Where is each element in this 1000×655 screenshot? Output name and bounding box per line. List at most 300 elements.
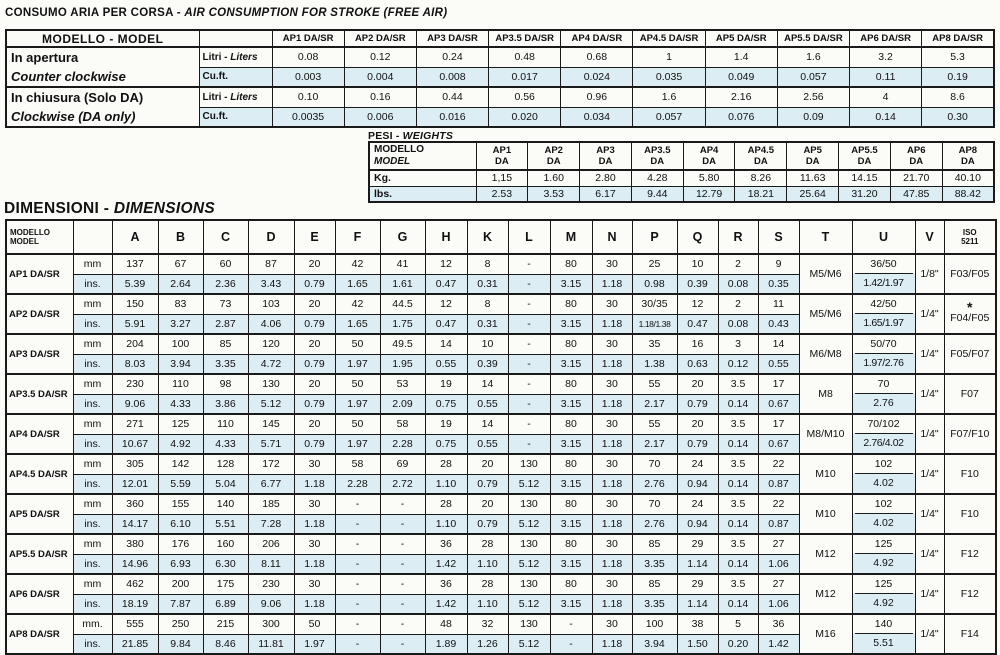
dim-model-label: AP6 DA/SR — [6, 574, 73, 614]
dim-value-ins: 6.77 — [248, 474, 294, 494]
dim-value-mm: 49.5 — [380, 334, 425, 354]
consumption-value: 0.020 — [489, 107, 561, 127]
dimensions-model-header: MODELLO MODEL — [6, 220, 73, 254]
dim-col-header: P — [632, 220, 677, 254]
dim-value-mm: 80 — [550, 414, 592, 434]
dimensions-table — [5, 219, 997, 655]
dim-col-header: U — [852, 220, 915, 254]
dim-t-value: M16 — [799, 614, 852, 654]
consumption-value: 0.004 — [344, 67, 416, 87]
dim-value-ins: 6.89 — [203, 594, 248, 614]
dim-value-ins: 1.18 — [592, 394, 632, 414]
dim-value-mm: 35 — [632, 334, 677, 354]
dim-value-mm: 85 — [203, 334, 248, 354]
dim-value-mm: 204 — [112, 334, 158, 354]
dim-col-header: M — [550, 220, 592, 254]
weight-value: 12.79 — [683, 186, 735, 202]
dim-value-ins: 0.67 — [758, 434, 799, 454]
consumption-value: 0.034 — [561, 107, 633, 127]
dim-value-ins: 1.18 — [592, 634, 632, 654]
dim-value-mm: 200 — [158, 574, 203, 594]
dim-value-mm: 128 — [203, 454, 248, 474]
dim-value-mm: 58 — [380, 414, 425, 434]
consumption-value: 4 — [850, 87, 922, 107]
consumption-model-header: MODELLO - MODEL — [6, 30, 199, 47]
dim-value-ins: 0.67 — [758, 394, 799, 414]
dim-value-ins: - — [380, 634, 425, 654]
dim-value-ins: 1.10 — [467, 554, 508, 574]
dim-value-ins: 3.86 — [203, 394, 248, 414]
dimensions-title — [4, 200, 215, 218]
consumption-col-header: AP8 DA/SR — [922, 30, 994, 47]
dim-value-mm: 20 — [294, 414, 335, 434]
consumption-value: 0.035 — [633, 67, 705, 87]
consumption-value: 0.16 — [344, 87, 416, 107]
dim-value-ins: 0.39 — [677, 274, 718, 294]
dim-value-mm: 22 — [758, 494, 799, 514]
unit-label: Litri - Liters — [199, 87, 272, 107]
dim-value-mm: 28 — [467, 534, 508, 554]
weight-value: 11.63 — [787, 170, 839, 186]
weights-col-header: AP1 DA — [476, 142, 528, 170]
dim-value-mm: - — [508, 334, 550, 354]
dim-iso-value: F10 — [944, 494, 996, 534]
dim-value-mm: 176 — [158, 534, 203, 554]
dim-value-ins: 2.17 — [632, 434, 677, 454]
dim-value-ins: 0.63 — [677, 354, 718, 374]
dim-value-ins: 3.15 — [550, 274, 592, 294]
dim-value-ins: 3.27 — [158, 314, 203, 334]
dim-value-ins: 9.84 — [158, 634, 203, 654]
dim-value-mm: 80 — [550, 534, 592, 554]
dim-v-value: 1/4" — [915, 334, 944, 374]
dim-value-mm: 130 — [248, 374, 294, 394]
consumption-col-header: AP6 DA/SR — [850, 30, 922, 47]
dim-value-mm: 32 — [467, 614, 508, 634]
dim-value-mm: 100 — [632, 614, 677, 634]
weight-value: 9.44 — [631, 186, 683, 202]
dim-value-ins: 3.35 — [632, 554, 677, 574]
dim-model-label: AP4 DA/SR — [6, 414, 73, 454]
dim-value-mm: - — [508, 254, 550, 274]
dim-value-mm: 20 — [294, 374, 335, 394]
unit-mm-label: mm — [73, 534, 112, 554]
consumption-value: 0.057 — [777, 67, 849, 87]
dim-value-mm: 14 — [467, 374, 508, 394]
consumption-value: 5.3 — [922, 47, 994, 67]
dim-value-ins: 0.79 — [294, 274, 335, 294]
dim-v-value: 1/4" — [915, 574, 944, 614]
consumption-value: 8.6 — [922, 87, 994, 107]
dim-value-mm: 58 — [335, 454, 380, 474]
consumption-title-en: AIR CONSUMPTION FOR STROKE (FREE AIR) — [184, 7, 448, 19]
dim-t-value: M5/M6 — [799, 254, 852, 294]
dim-value-mm: 22 — [758, 454, 799, 474]
air-consumption-table — [5, 29, 995, 128]
dim-value-ins: 6.93 — [158, 554, 203, 574]
dim-value-ins: - — [335, 514, 380, 534]
dim-value-mm: 125 — [158, 414, 203, 434]
dim-value-mm: 29 — [677, 534, 718, 554]
dim-model-label: AP1 DA/SR — [6, 254, 73, 294]
dim-value-mm: 83 — [158, 294, 203, 314]
weights-title-it: PESI - — [368, 130, 400, 142]
dim-value-mm: 2 — [718, 254, 758, 274]
dim-value-ins: 1.14 — [677, 554, 718, 574]
dim-value-ins: 2.87 — [203, 314, 248, 334]
weight-value: 2.80 — [580, 170, 632, 186]
dim-value-mm: 5 — [718, 614, 758, 634]
dim-value-mm: - — [335, 574, 380, 594]
dim-u-value: 102 4.02 — [852, 454, 915, 494]
unit-mm-label: mm — [73, 414, 112, 434]
dim-value-ins: 5.12 — [248, 394, 294, 414]
dim-value-ins: 0.94 — [677, 514, 718, 534]
dim-value-ins: 4.92 — [158, 434, 203, 454]
consumption-col-header: AP3 DA/SR — [416, 30, 488, 47]
dim-value-mm: 30 — [592, 454, 632, 474]
dim-value-mm: 19 — [425, 374, 467, 394]
weight-value: 40.10 — [942, 170, 994, 186]
dim-value-ins: 3.35 — [632, 594, 677, 614]
dim-value-ins: 1.75 — [380, 314, 425, 334]
dim-value-mm: 360 — [112, 494, 158, 514]
dim-value-ins: 1.18/1.38 — [632, 314, 677, 334]
dim-value-ins: 2.72 — [380, 474, 425, 494]
dim-value-ins: 0.47 — [425, 274, 467, 294]
dim-value-mm: 12 — [677, 294, 718, 314]
dim-u-value: 36/50 1.42/1.97 — [852, 254, 915, 294]
unit-ins-label: ins. — [73, 434, 112, 454]
consumption-value: 1.6 — [777, 47, 849, 67]
dim-value-mm: 3.5 — [718, 454, 758, 474]
dim-value-mm: 53 — [380, 374, 425, 394]
weights-col-header: AP8 DA — [942, 142, 994, 170]
dim-value-ins: 5.91 — [112, 314, 158, 334]
dim-value-ins: 1.18 — [592, 274, 632, 294]
dim-value-mm: 14 — [425, 334, 467, 354]
dim-value-mm: 19 — [425, 414, 467, 434]
dimensions-unit-header-blank — [73, 220, 112, 254]
dim-value-mm: 17 — [758, 374, 799, 394]
dim-u-value: 70/102 2.76/4.02 — [852, 414, 915, 454]
dim-value-ins: 1.97 — [294, 634, 335, 654]
dim-model-label: AP5 DA/SR — [6, 494, 73, 534]
weight-value: 14.15 — [839, 170, 891, 186]
dim-value-ins: 0.43 — [758, 314, 799, 334]
dim-value-ins: 2.09 — [380, 394, 425, 414]
unit-ins-label: ins. — [73, 314, 112, 334]
weights-col-header: AP4 DA — [683, 142, 735, 170]
dim-col-header: V — [915, 220, 944, 254]
weight-value: 8.26 — [735, 170, 787, 186]
dim-value-ins: 5.12 — [508, 474, 550, 494]
dimensions-title-it: DIMENSIONI - — [4, 200, 110, 217]
dim-iso-value: F07/F10 — [944, 414, 996, 454]
dim-value-ins: - — [550, 634, 592, 654]
dim-value-mm: 185 — [248, 494, 294, 514]
weight-value: 21.70 — [890, 170, 942, 186]
dim-value-ins: 1.42 — [425, 554, 467, 574]
dim-value-mm: 55 — [632, 414, 677, 434]
dim-value-mm: - — [380, 534, 425, 554]
weights-col-header: AP2 DA — [528, 142, 580, 170]
unit-mm-label: mm — [73, 374, 112, 394]
consumption-value: 1 — [633, 47, 705, 67]
dim-value-ins: 0.55 — [425, 354, 467, 374]
dim-value-ins: 2.64 — [158, 274, 203, 294]
dim-value-ins: 5.59 — [158, 474, 203, 494]
dim-model-label: AP3 DA/SR — [6, 334, 73, 374]
dim-value-mm: 30 — [592, 614, 632, 634]
unit-mm-label: mm — [73, 254, 112, 274]
dim-u-value: 50/70 1.97/2.76 — [852, 334, 915, 374]
dim-value-ins: 0.14 — [718, 474, 758, 494]
dim-value-ins: - — [335, 554, 380, 574]
dim-value-mm: 85 — [632, 534, 677, 554]
dim-u-value: 42/50 1.65/1.97 — [852, 294, 915, 334]
consumption-col-header: AP3.5 DA/SR — [489, 30, 561, 47]
dim-value-ins: 1.65 — [335, 274, 380, 294]
dim-value-ins: - — [335, 634, 380, 654]
weight-value: 4.28 — [631, 170, 683, 186]
dim-value-mm: 85 — [632, 574, 677, 594]
dim-value-mm: 30 — [294, 494, 335, 514]
dim-value-mm: 30 — [592, 334, 632, 354]
dim-value-mm: 462 — [112, 574, 158, 594]
dim-value-ins: 1.18 — [294, 554, 335, 574]
dim-value-ins: 3.15 — [550, 354, 592, 374]
dim-value-mm: 175 — [203, 574, 248, 594]
dim-value-mm: 30 — [592, 254, 632, 274]
dim-u-value: 125 4.92 — [852, 534, 915, 574]
unit-label: Litri - Liters — [199, 47, 272, 67]
dim-u-value: 102 4.02 — [852, 494, 915, 534]
weight-value: 47.85 — [890, 186, 942, 202]
dim-value-mm: 20 — [467, 494, 508, 514]
consumption-value: 0.016 — [416, 107, 488, 127]
consumption-value: 0.0035 — [272, 107, 344, 127]
dim-value-ins: - — [508, 274, 550, 294]
dim-value-mm: 140 — [203, 494, 248, 514]
dim-value-ins: 1.18 — [592, 594, 632, 614]
dim-value-mm: 2 — [718, 294, 758, 314]
dim-value-mm: 12 — [425, 294, 467, 314]
dim-value-ins: 4.33 — [158, 394, 203, 414]
dim-value-ins: 1.14 — [677, 594, 718, 614]
dim-value-ins: - — [335, 594, 380, 614]
dim-value-ins: 1.10 — [425, 474, 467, 494]
dim-value-ins: 0.79 — [294, 434, 335, 454]
dim-value-mm: 98 — [203, 374, 248, 394]
dim-value-mm: 30 — [294, 454, 335, 474]
dim-value-ins: 21.85 — [112, 634, 158, 654]
dim-col-header: T — [799, 220, 852, 254]
dim-value-mm: 3.5 — [718, 534, 758, 554]
dim-value-mm: 30 — [592, 574, 632, 594]
dim-value-mm: - — [335, 614, 380, 634]
dim-value-ins: 10.67 — [112, 434, 158, 454]
dim-value-ins: 0.14 — [718, 394, 758, 414]
iso-header: ISO 5211 — [944, 220, 996, 254]
dim-value-ins: 1.18 — [592, 434, 632, 454]
dim-value-ins: 0.12 — [718, 354, 758, 374]
dim-iso-value: F12 — [944, 574, 996, 614]
dim-value-mm: 36 — [758, 614, 799, 634]
dim-value-ins: 0.20 — [718, 634, 758, 654]
consumption-unit-header-blank — [199, 30, 272, 47]
dim-value-mm: 142 — [158, 454, 203, 474]
dim-value-ins: 4.06 — [248, 314, 294, 334]
dim-value-mm: 3 — [718, 334, 758, 354]
dim-value-ins: 1.26 — [467, 634, 508, 654]
unit-mm-label: mm — [73, 494, 112, 514]
dim-value-ins: 1.18 — [592, 354, 632, 374]
dim-t-value: M8/M10 — [799, 414, 852, 454]
dim-value-ins: 0.87 — [758, 474, 799, 494]
dim-value-mm: 16 — [677, 334, 718, 354]
dim-col-header: B — [158, 220, 203, 254]
dim-value-mm: 67 — [158, 254, 203, 274]
weight-value: 3.53 — [528, 186, 580, 202]
dim-value-ins: 0.75 — [425, 434, 467, 454]
consumption-value: 0.12 — [344, 47, 416, 67]
consumption-value: 2.56 — [777, 87, 849, 107]
dim-value-ins: 9.06 — [112, 394, 158, 414]
dim-value-mm: 305 — [112, 454, 158, 474]
dim-value-ins: 1.06 — [758, 594, 799, 614]
dim-value-mm: 300 — [248, 614, 294, 634]
unit-ins-label: ins. — [73, 554, 112, 574]
dim-value-mm: 20 — [677, 414, 718, 434]
consumption-value: 0.14 — [850, 107, 922, 127]
dim-value-ins: - — [380, 554, 425, 574]
consumption-col-header: AP2 DA/SR — [344, 30, 416, 47]
consumption-value: 0.049 — [705, 67, 777, 87]
consumption-value: 3.2 — [850, 47, 922, 67]
dim-value-mm: 155 — [158, 494, 203, 514]
dim-value-ins: 0.79 — [294, 394, 335, 414]
unit-ins-label: ins. — [73, 474, 112, 494]
dim-value-mm: 38 — [677, 614, 718, 634]
consumption-col-header: AP5 DA/SR — [705, 30, 777, 47]
dim-value-ins: 5.71 — [248, 434, 294, 454]
dim-value-ins: 1.42 — [758, 634, 799, 654]
consumption-row-label: In apertura Counter clockwise — [6, 47, 199, 87]
consumption-value: 0.48 — [489, 47, 561, 67]
consumption-value: 0.09 — [777, 107, 849, 127]
dim-value-mm: - — [335, 494, 380, 514]
dim-value-ins: 0.87 — [758, 514, 799, 534]
weight-value: 2.53 — [476, 186, 528, 202]
consumption-value: 0.076 — [705, 107, 777, 127]
dim-value-ins: 2.76 — [632, 514, 677, 534]
dim-value-mm: 41 — [380, 254, 425, 274]
unit-mm-label: mm — [73, 294, 112, 314]
dim-value-mm: 27 — [758, 574, 799, 594]
dim-value-ins: 1.89 — [425, 634, 467, 654]
dim-value-mm: 80 — [550, 454, 592, 474]
consumption-value: 0.19 — [922, 67, 994, 87]
dim-value-mm: 130 — [508, 534, 550, 554]
dim-value-ins: 8.11 — [248, 554, 294, 574]
unit-ins-label: ins. — [73, 514, 112, 534]
dim-value-mm: 137 — [112, 254, 158, 274]
dim-value-mm: 11 — [758, 294, 799, 314]
dim-value-mm: 130 — [508, 574, 550, 594]
consumption-value: 1.6 — [633, 87, 705, 107]
weights-model-header: MODELLO MODEL — [369, 142, 476, 170]
dim-value-ins: 6.30 — [203, 554, 248, 574]
dim-value-mm: - — [550, 614, 592, 634]
dim-value-ins: 0.94 — [677, 474, 718, 494]
dim-value-mm: - — [380, 614, 425, 634]
unit-label: Cu.ft. — [199, 67, 272, 87]
unit-ins-label: ins. — [73, 594, 112, 614]
dim-value-ins: 1.10 — [467, 594, 508, 614]
consumption-col-header: AP4 DA/SR — [561, 30, 633, 47]
dim-v-value: 1/4" — [915, 414, 944, 454]
dim-value-mm: 48 — [425, 614, 467, 634]
dim-iso-value: * F04/F05 — [944, 294, 996, 334]
dim-value-ins: 2.36 — [203, 274, 248, 294]
dim-value-mm: - — [508, 294, 550, 314]
dim-value-ins: 0.47 — [425, 314, 467, 334]
dim-value-mm: 30 — [592, 374, 632, 394]
dim-v-value: 1/4" — [915, 454, 944, 494]
dim-value-mm: 14 — [467, 414, 508, 434]
dim-value-ins: 0.35 — [758, 274, 799, 294]
weights-header-row — [369, 142, 994, 170]
consumption-value: 0.56 — [489, 87, 561, 107]
dim-value-ins: 3.15 — [550, 434, 592, 454]
dimensions-title-en: DIMENSIONS — [113, 200, 216, 217]
dim-value-ins: 5.12 — [508, 514, 550, 534]
dim-value-mm: 80 — [550, 374, 592, 394]
weight-value: 88.42 — [942, 186, 994, 202]
dim-value-mm: 80 — [550, 334, 592, 354]
dim-value-ins: 0.08 — [718, 274, 758, 294]
weight-value: 6.17 — [580, 186, 632, 202]
dim-value-mm: 80 — [550, 294, 592, 314]
consumption-header-row — [6, 30, 994, 47]
dim-value-mm: 12 — [425, 254, 467, 274]
unit-mm-label: mm. — [73, 614, 112, 634]
consumption-value: 0.057 — [633, 107, 705, 127]
weights-table — [368, 141, 995, 203]
dim-value-ins: - — [508, 314, 550, 334]
dim-value-ins: 0.55 — [467, 434, 508, 454]
dim-value-mm: 145 — [248, 414, 294, 434]
dim-value-ins: 1.06 — [758, 554, 799, 574]
dim-value-mm: 30 — [592, 414, 632, 434]
weights-row-label: Kg. — [369, 170, 476, 186]
dim-value-ins: 1.18 — [592, 554, 632, 574]
dim-value-ins: 0.79 — [294, 314, 335, 334]
weight-value: 1.60 — [528, 170, 580, 186]
dim-col-header: C — [203, 220, 248, 254]
dim-value-mm: 50 — [335, 334, 380, 354]
dim-model-label: AP4.5 DA/SR — [6, 454, 73, 494]
dim-v-value: 1/4" — [915, 534, 944, 574]
dim-value-ins: 5.12 — [508, 634, 550, 654]
consumption-value: 0.96 — [561, 87, 633, 107]
consumption-value: 0.08 — [272, 47, 344, 67]
dim-value-ins: 3.15 — [550, 474, 592, 494]
consumption-value: 0.30 — [922, 107, 994, 127]
dim-value-mm: 172 — [248, 454, 294, 474]
consumption-row-label: In chiusura (Solo DA) Clockwise (DA only) — [6, 87, 199, 127]
